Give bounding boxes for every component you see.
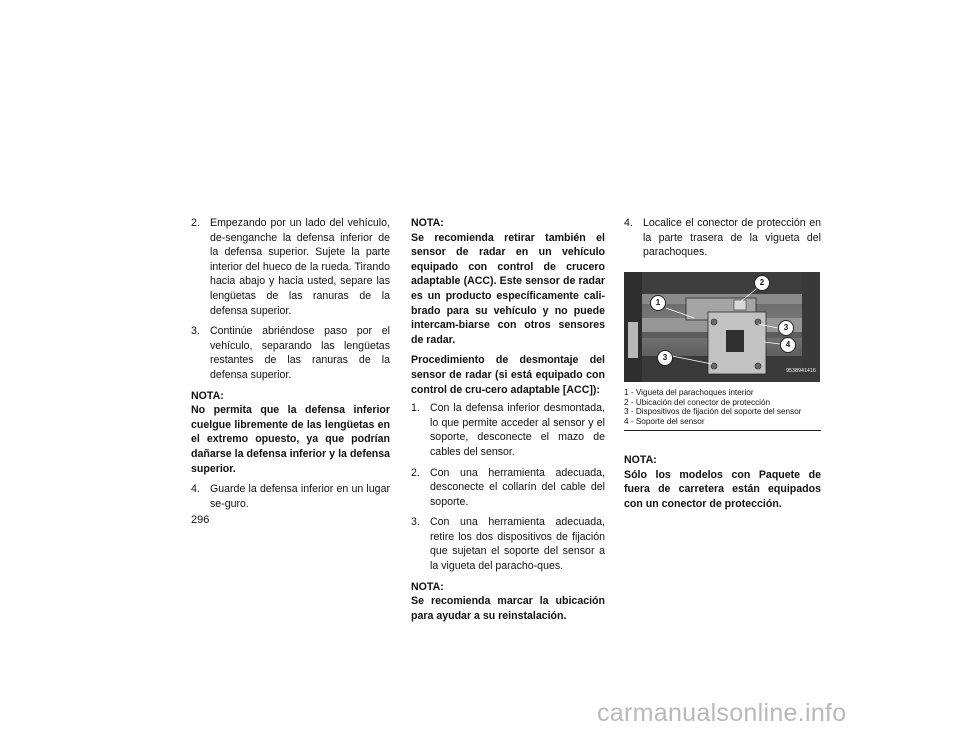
note-title: NOTA: <box>191 389 224 402</box>
note-body: Se recomienda marcar la ubicación para ayudar a su reinstalación. <box>411 595 605 622</box>
step-number: 2. <box>411 466 420 479</box>
column-right <box>624 216 821 517</box>
step-text: Con una herramienta adecuada, retire los dos dispositivos de fijación que sujetan el soporte del sensor a la vigueta del paracho-ques. <box>430 516 605 573</box>
figure-legend <box>624 388 821 431</box>
note-body: Sólo los modelos con Paquete de fuera de carretera están equipados con un conector de protección. <box>624 468 821 510</box>
note-body: No permita que la defensa inferior cuelgue libremente de las lengüetas en el extremo opuesto, ya que podrían dañarse la defensa inferior y la defensa superior. <box>191 404 390 475</box>
step-number: 2. <box>191 217 200 229</box>
step-3 <box>411 515 605 573</box>
step-text: Empezando por un lado del vehículo, de-senganche la defensa inferior de la defensa superior. Sujete la parte interior del hueco de la rueda. Tirando hacia abajo y hacia usted, separe las lengüetas de las ranuras de la defensa superior. <box>210 217 390 317</box>
note-title: NOTA: <box>411 580 444 593</box>
callout-2: 2 <box>754 275 770 291</box>
bumper-bracket-photo <box>624 272 820 382</box>
legend-item: 3 - Dispositivos de fijación del soporte del sensor <box>624 407 802 417</box>
step-4 <box>624 216 821 260</box>
callout-3-right: 3 <box>778 320 794 336</box>
figure-code: 9538941416 <box>786 368 816 375</box>
step-number: 3. <box>411 516 420 529</box>
legend-item: 2 - Ubicación del conector de protección <box>624 397 771 407</box>
step-text: Con la defensa inferior desmontada, lo que permite acceder al sensor y el soporte, desconecte el mazo de cables del sensor. <box>430 402 605 458</box>
step-text: Localice el conector de protección en la parte trasera de la vigueta del parachoques. <box>643 217 821 259</box>
step-text: Con una herramienta adecuada, desconecte el collarín del cable del soporte. <box>430 466 605 508</box>
legend-item: 1 - Vigueta del parachoques interior <box>624 387 754 397</box>
note-title: NOTA: <box>411 217 444 229</box>
step-text: Continúe abriéndose paso por el vehículo, separando las lengüetas restantes de las ranuras de la defensa superior. <box>210 325 390 381</box>
callout-4: 4 <box>780 337 796 353</box>
step-2 <box>411 466 605 510</box>
column-middle <box>411 216 605 629</box>
note-body: Se recomienda retirar también el sensor de radar en un vehículo equipado con control de crucero adaptable (ACC). Este sensor de radar es un producto específicamente cali-brado para su vehículo y no puede intercam-biarse con otros sensores de radar. <box>411 231 605 346</box>
legend-item: 4 - Soporte del sensor <box>624 417 705 427</box>
callout-1: 1 <box>650 295 666 311</box>
step-text: Guarde la defensa inferior en un lugar se-guro. <box>210 483 390 510</box>
step-4 <box>191 482 390 511</box>
procedure-heading: Procedimiento de desmontaje del sensor de radar (si está equipado con control de cru-cero adaptable [ACC]): <box>411 354 605 396</box>
step-number: 4. <box>191 483 200 496</box>
step-number: 3. <box>191 325 200 338</box>
step-1 <box>411 401 605 459</box>
step-number: 1. <box>411 402 420 415</box>
callout-3-left: 3 <box>657 350 673 366</box>
note-title: NOTA: <box>624 453 657 466</box>
step-2 <box>191 216 390 318</box>
page-number: 296 <box>191 514 210 526</box>
column-left <box>191 216 390 517</box>
step-3 <box>191 324 390 382</box>
watermark: carmanualsonline.info <box>597 699 847 727</box>
step-number: 4. <box>624 217 633 229</box>
